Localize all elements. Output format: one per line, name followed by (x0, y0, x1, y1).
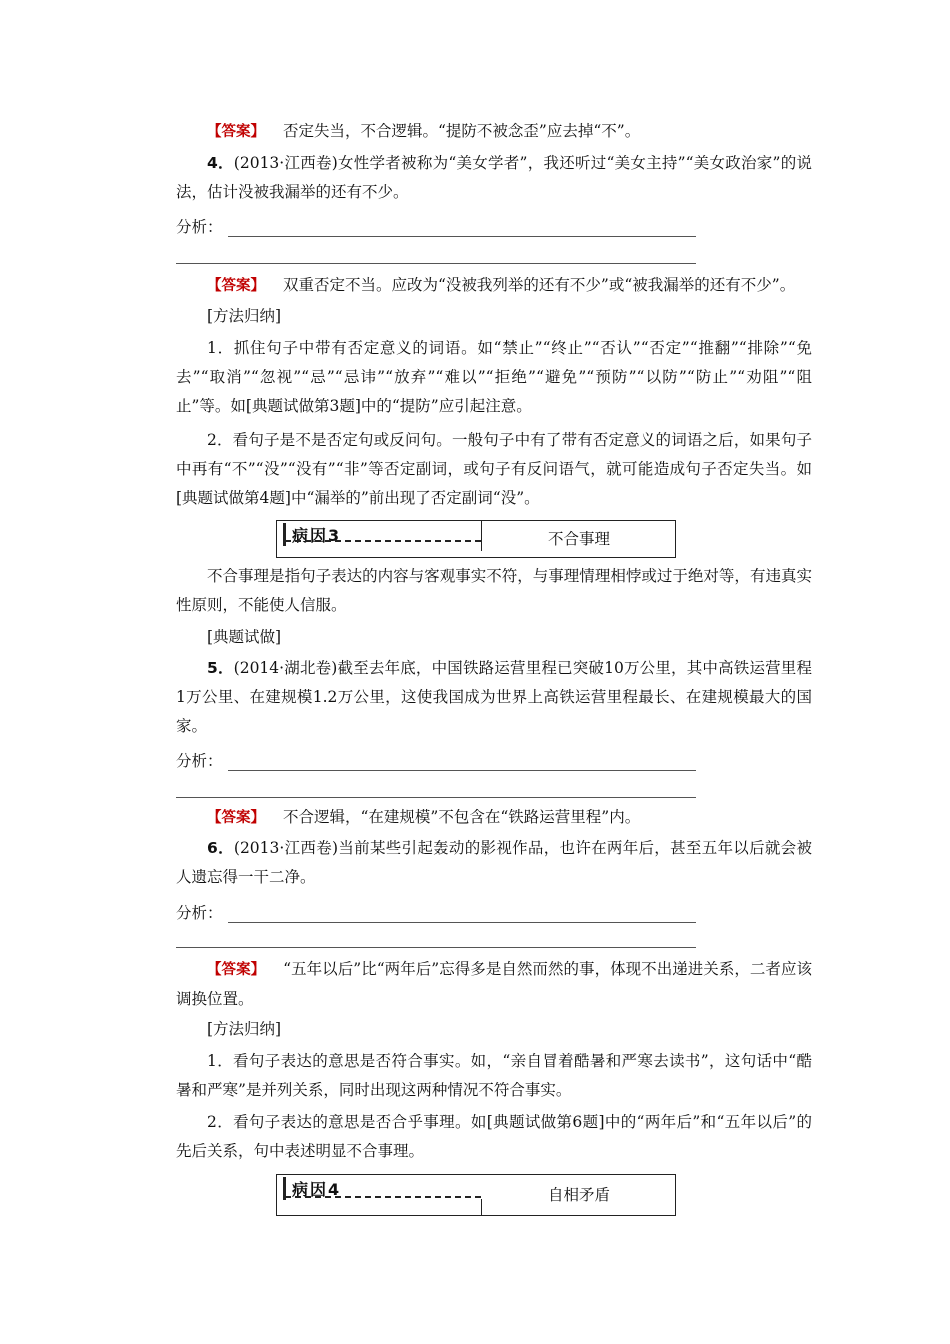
analysis-field-5[interactable] (176, 746, 696, 776)
question-number: 5． (207, 659, 234, 677)
method-1-point-2 (176, 426, 812, 513)
answer-tag: 【答案】 (207, 810, 265, 826)
cause-badge: 病因4 (283, 1177, 341, 1200)
answer-5 (176, 803, 812, 833)
divider (481, 521, 482, 551)
method-text: 2．看句子表达的意思是否合乎事理。如[典题试做第6题]中的“两年后”和“五年以后”的先后关系，句中表述明显不合事理。 (176, 1113, 812, 1160)
method-text: 1．抓住句子中带有否定意义的词语。如“禁止”“终止”“否认”“否定”“推翻”“排除”“免去”“取消”“忽视”“忌”“忌讳”“放弃”“难以”“拒绝”“避免”“预防”“以防”“防止”“劝阻”“阻止”等。如[典题试做第3题]中的“提防”应引起注意。 (176, 339, 812, 415)
cause-title: 自相矛盾 (547, 1186, 610, 1204)
answer-text: 否定失当，不合逻辑。“提防不被念歪”应去掉“不”。 (283, 122, 641, 140)
question-number: 4． (207, 154, 234, 172)
section-title: [典题试做] (207, 628, 282, 646)
cause-badge: 病因3 (283, 523, 341, 546)
trial-title (176, 623, 812, 652)
cause-4-box (276, 1174, 676, 1216)
answer-3 (176, 117, 812, 147)
question-4 (176, 149, 812, 207)
analysis-label: 分析： (176, 218, 223, 236)
question-6 (176, 834, 812, 892)
answer-text: 不合逻辑，“在建规模”不包含在“铁路运营里程”内。 (283, 808, 641, 826)
section-title: [方法归纳] (207, 1020, 282, 1038)
analysis-field-4[interactable] (176, 212, 696, 242)
analysis-label: 分析： (176, 752, 223, 770)
section-title: [方法归纳] (207, 307, 282, 325)
answer-4 (176, 271, 812, 301)
analysis-field-6[interactable] (176, 898, 696, 928)
dashed-rule (285, 540, 481, 542)
question-text: (2013·江西卷)女性学者被称为“美女学者”，我还听过“美女主持”“美女政治家”的说法，估计没被我漏举的还有不少。 (176, 154, 812, 201)
cause-title: 不合事理 (547, 530, 610, 548)
analysis-line (228, 922, 696, 923)
answer-text: “五年以后”比“两年后”忘得多是自然而然的事，体现不出递进关系，二者应该调换位置。 (176, 960, 813, 1008)
cause-3-description (176, 562, 812, 620)
answer-text: 双重否定不当。应改为“没被我列举的还有不少”或“被我漏举的还有不少”。 (283, 276, 796, 294)
method-text: 1．看句子表达的意思是否符合事实。如，“亲自冒着酷暑和严寒去读书”，这句话中“酷暑和严寒”是并列关系，同时出现这两种情况不符合事实。 (176, 1052, 812, 1099)
answer-6 (176, 955, 812, 1014)
question-text: (2014·湖北卷)截至去年底，中国铁路运营里程已突破10万公里，其中高铁运营里程1万公里、在建规模1.2万公里，这使我国成为世界上高铁运营里程最长、在建规模最大的国家。 (176, 659, 812, 735)
method-2-point-2 (176, 1108, 812, 1166)
analysis-line (228, 236, 696, 237)
question-5 (176, 654, 812, 741)
answer-tag: 【答案】 (207, 962, 266, 978)
cause-3-box (276, 520, 676, 558)
description-text: 不合事理是指句子表达的内容与客观事实不符，与事理情理相悖或过于绝对等，有违真实性原则，不能使人信服。 (176, 567, 812, 614)
method-2-point-1 (176, 1047, 812, 1105)
dashed-rule (285, 1196, 481, 1198)
answer-tag: 【答案】 (207, 278, 265, 294)
question-number: 6． (207, 839, 234, 857)
analysis-label: 分析： (176, 904, 223, 922)
method-text: 2．看句子是不是否定句或反问句。一般句子中有了带有否定意义的词语之后，如果句子中再有“不”“没”“没有”“非”等否定副词，或句子有反问语气，就可能造成句子否定失当。如[典题试做第4题]中“漏举的”前出现了否定副词“没”。 (176, 431, 812, 507)
method-title-1 (176, 302, 812, 331)
divider (481, 1199, 482, 1215)
method-1-point-1 (176, 334, 812, 421)
analysis-blank-line[interactable] (176, 947, 696, 948)
analysis-blank-line[interactable] (176, 797, 696, 798)
analysis-blank-line[interactable] (176, 263, 696, 264)
analysis-line (228, 770, 696, 771)
answer-tag: 【答案】 (207, 124, 265, 140)
question-text: (2013·江西卷)当前某些引起轰动的影视作品，也许在两年后，甚至五年以后就会被人遗忘得一干二净。 (176, 839, 812, 886)
method-title-2 (176, 1015, 812, 1044)
